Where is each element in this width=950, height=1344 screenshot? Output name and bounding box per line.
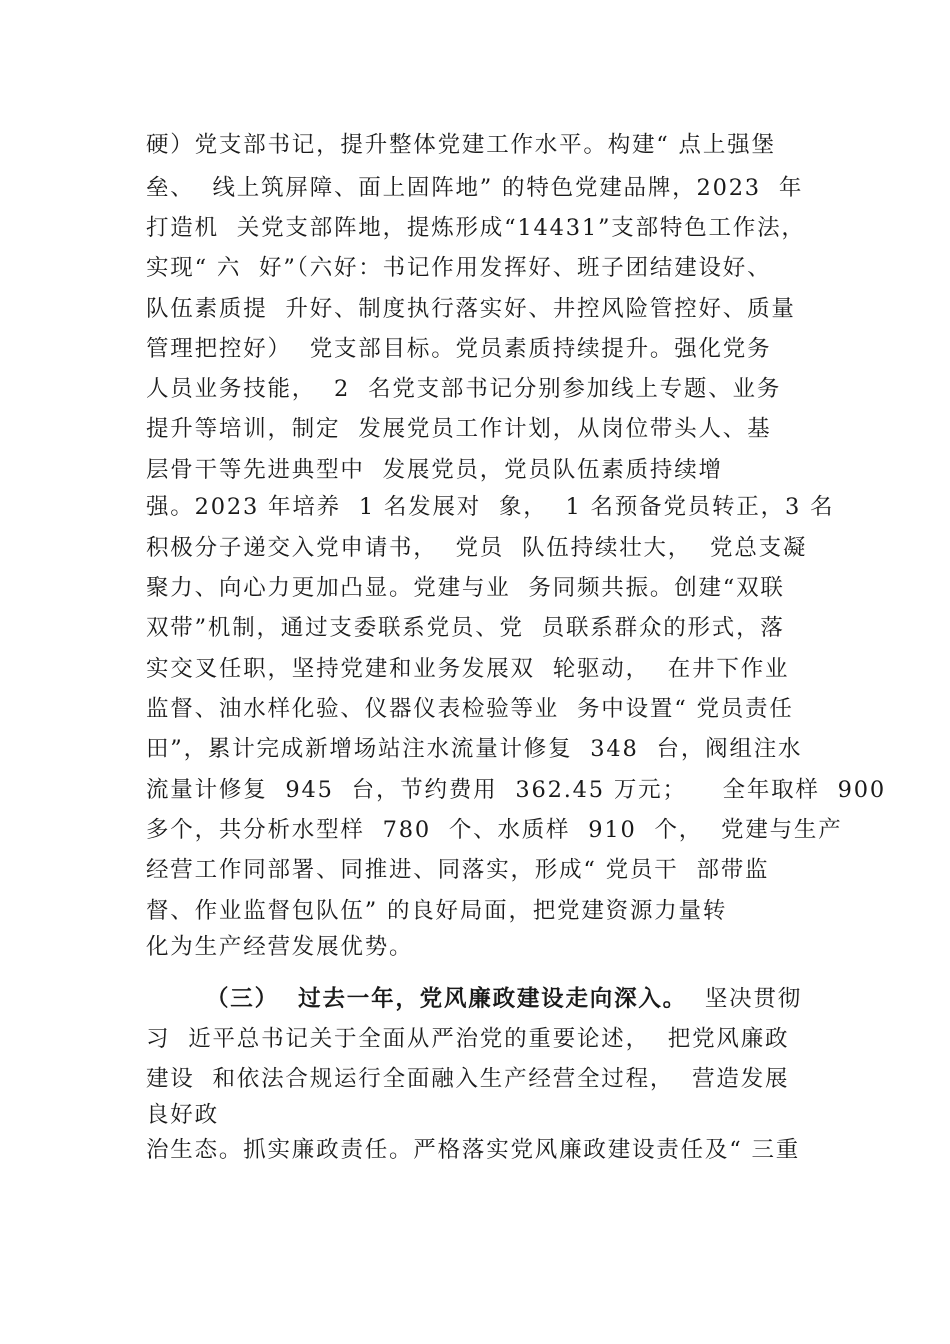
body-line: 强。2023 年培养 1 名发展对 象， 1 名预备党员转正，3 名	[146, 494, 835, 520]
body-line: 化为生产经营发展优势。	[146, 934, 414, 960]
body-line: 打造机 关党支部阵地，提炼形成“14431”支部特色工作法，	[146, 215, 806, 241]
body-line: 聚力、向心力更加凸显。党建与业 务同频共振。创建“双联	[146, 575, 785, 601]
body-line: 治生态。抓实廉政责任。严格落实党风廉政建设责任及“ 三重	[146, 1137, 801, 1163]
body-line: 经营工作同部署、同推进、同落实，形成“ 党员干 部带监	[146, 857, 770, 883]
body-line: 多个，共分析水型样 780 个、水质样 910 个， 党建与生产	[146, 817, 843, 843]
body-line: 良好政	[146, 1102, 219, 1128]
section-heading-tail: 坚决贯彻	[686, 986, 803, 1012]
body-line: 人员业务技能， 2 名党支部书记分别参加线上专题、业务	[146, 376, 782, 402]
body-line: 建设 和依法合规运行全面融入生产经营全过程， 营造发展	[146, 1066, 790, 1092]
body-line: 习 近平总书记关于全面从严治党的重要论述， 把党风廉政	[146, 1026, 790, 1052]
body-line: 流量计修复 945 台，节约费用 362.45 万元； 全年取样 900	[146, 777, 886, 803]
body-line: 管理把控好） 党支部目标。党员素质持续提升。强化党务	[146, 336, 772, 362]
body-line: 提升等培训，制定 发展党员工作计划，从岗位带头人、基	[146, 416, 772, 442]
body-line: 队伍素质提 升好、制度执行落实好、井控风险管控好、质量	[146, 296, 796, 322]
body-line: 积极分子递交入党申请书， 党员 队伍持续壮大， 党总支凝	[146, 535, 808, 561]
body-line: 硬）党支部书记，提升整体党建工作水平。构建“ 点上强堡	[146, 132, 776, 158]
section-heading: （三） 过去一年，党风廉政建设走向深入。	[206, 986, 687, 1012]
body-line: 实现“ 六 好”（六好：书记作用发挥好、班子团结建设好、	[146, 255, 772, 281]
body-line: 双带”机制，通过支委联系党员、党 员联系群众的形式，落	[146, 615, 785, 641]
body-line: 督、作业监督包队伍” 的良好局面，把党建资源力量转	[146, 898, 728, 924]
body-line: 层骨干等先进典型中 发展党员，党员队伍素质持续增	[146, 457, 723, 483]
body-line: 监督、油水样化验、仪器仪表检验等业 务中设置“ 党员责任	[146, 696, 794, 722]
body-line: 田”，累计完成新增场站注水流量计修复 348 台，阀组注水	[146, 736, 803, 762]
body-line: 垒、 线上筑屏障、面上固阵地” 的特色党建品牌，2023 年	[146, 175, 804, 201]
body-line: 实交叉任职，坚持党建和业务发展双 轮驱动， 在井下作业	[146, 656, 790, 682]
section-heading-line	[206, 984, 802, 1014]
